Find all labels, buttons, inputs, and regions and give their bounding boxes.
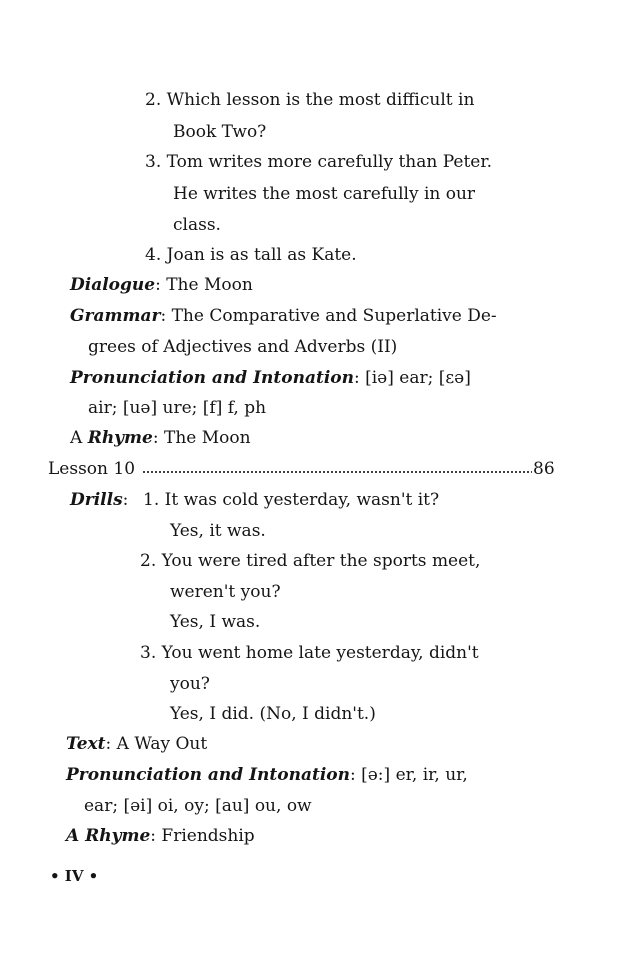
drill-continuation: weren't you?: [170, 582, 281, 602]
drill-answer: Yes, I was.: [170, 612, 261, 632]
item-text: Joan is as tall as Kate.: [166, 245, 357, 265]
text-entry: [66, 732, 207, 756]
section-label: Pronunciation and Intonation: [70, 368, 354, 388]
drill-item: [143, 488, 439, 512]
drill-continuation: He writes the most carefully in our: [173, 184, 476, 204]
drill-answer: Yes, I did. (No, I didn't.): [170, 704, 376, 724]
section-title: : The Moon: [152, 428, 251, 448]
section-label: A Rhyme: [66, 826, 151, 846]
section-title: : [iə] ear; [εə]: [353, 368, 471, 388]
item-number: 3.: [145, 152, 162, 172]
rhyme-entry: [70, 426, 251, 450]
lesson-page-number: 86: [533, 459, 555, 479]
grammar-continuation: grees of Adjectives and Adverbs (II): [88, 337, 398, 357]
label-colon: :: [122, 490, 129, 510]
section-label: Grammar: [70, 306, 161, 326]
item-text: It was cold yesterday, wasn't it?: [164, 490, 440, 510]
drill-continuation: Book Two?: [173, 122, 267, 142]
item-number: 2.: [145, 90, 162, 110]
item-text: You went home late yesterday, didn't: [161, 643, 479, 663]
section-label: Pronunciation and Intonation: [66, 765, 350, 785]
dialogue-entry: [70, 273, 253, 297]
pronunciation-entry: [66, 763, 468, 787]
page-number: • IV •: [50, 867, 99, 885]
item-number: 2.: [140, 551, 157, 571]
section-title: : Friendship: [150, 826, 255, 846]
section-title: : A Way Out: [105, 734, 208, 754]
section-label: Rhyme: [87, 428, 153, 448]
drills-entry: [70, 488, 128, 512]
lesson9-drill-2: [145, 88, 474, 112]
pronunciation-entry: [70, 366, 471, 390]
pronunciation-continuation: air; [uə] ure; [f] f, ph: [88, 398, 267, 418]
drill-item: [140, 549, 480, 573]
drill-item: [140, 641, 479, 665]
lesson9-drill-3: [145, 150, 492, 174]
section-title: : [ə:] er, ir, ur,: [349, 765, 468, 785]
drill-answer: Yes, it was.: [170, 521, 266, 541]
drill-continuation: class.: [173, 215, 221, 235]
lesson-title: Lesson 10: [48, 459, 136, 479]
section-label: Text: [66, 734, 106, 754]
item-number: 4.: [145, 245, 162, 265]
section-label: Dialogue: [70, 275, 156, 295]
item-text: You were tired after the sports meet,: [161, 551, 481, 571]
item-number: 3.: [140, 643, 157, 663]
grammar-entry: [70, 304, 497, 328]
lesson9-drill-4: [145, 243, 357, 267]
section-label: Drills: [70, 490, 123, 510]
item-number: 1.: [143, 490, 160, 510]
item-text: Tom writes more carefully than Peter.: [166, 152, 493, 172]
rhyme-entry: [66, 824, 255, 848]
drill-continuation: you?: [170, 674, 210, 694]
rhyme-prefix: A: [70, 428, 88, 448]
section-title: : The Comparative and Superlative De-: [160, 306, 497, 326]
item-text: Which lesson is the most difficult in: [166, 90, 475, 110]
section-title: : The Moon: [155, 275, 253, 295]
pronunciation-continuation: ear; [əi] oi, oy; [au] ou, ow: [84, 796, 312, 816]
dot-leader: [142, 470, 532, 474]
